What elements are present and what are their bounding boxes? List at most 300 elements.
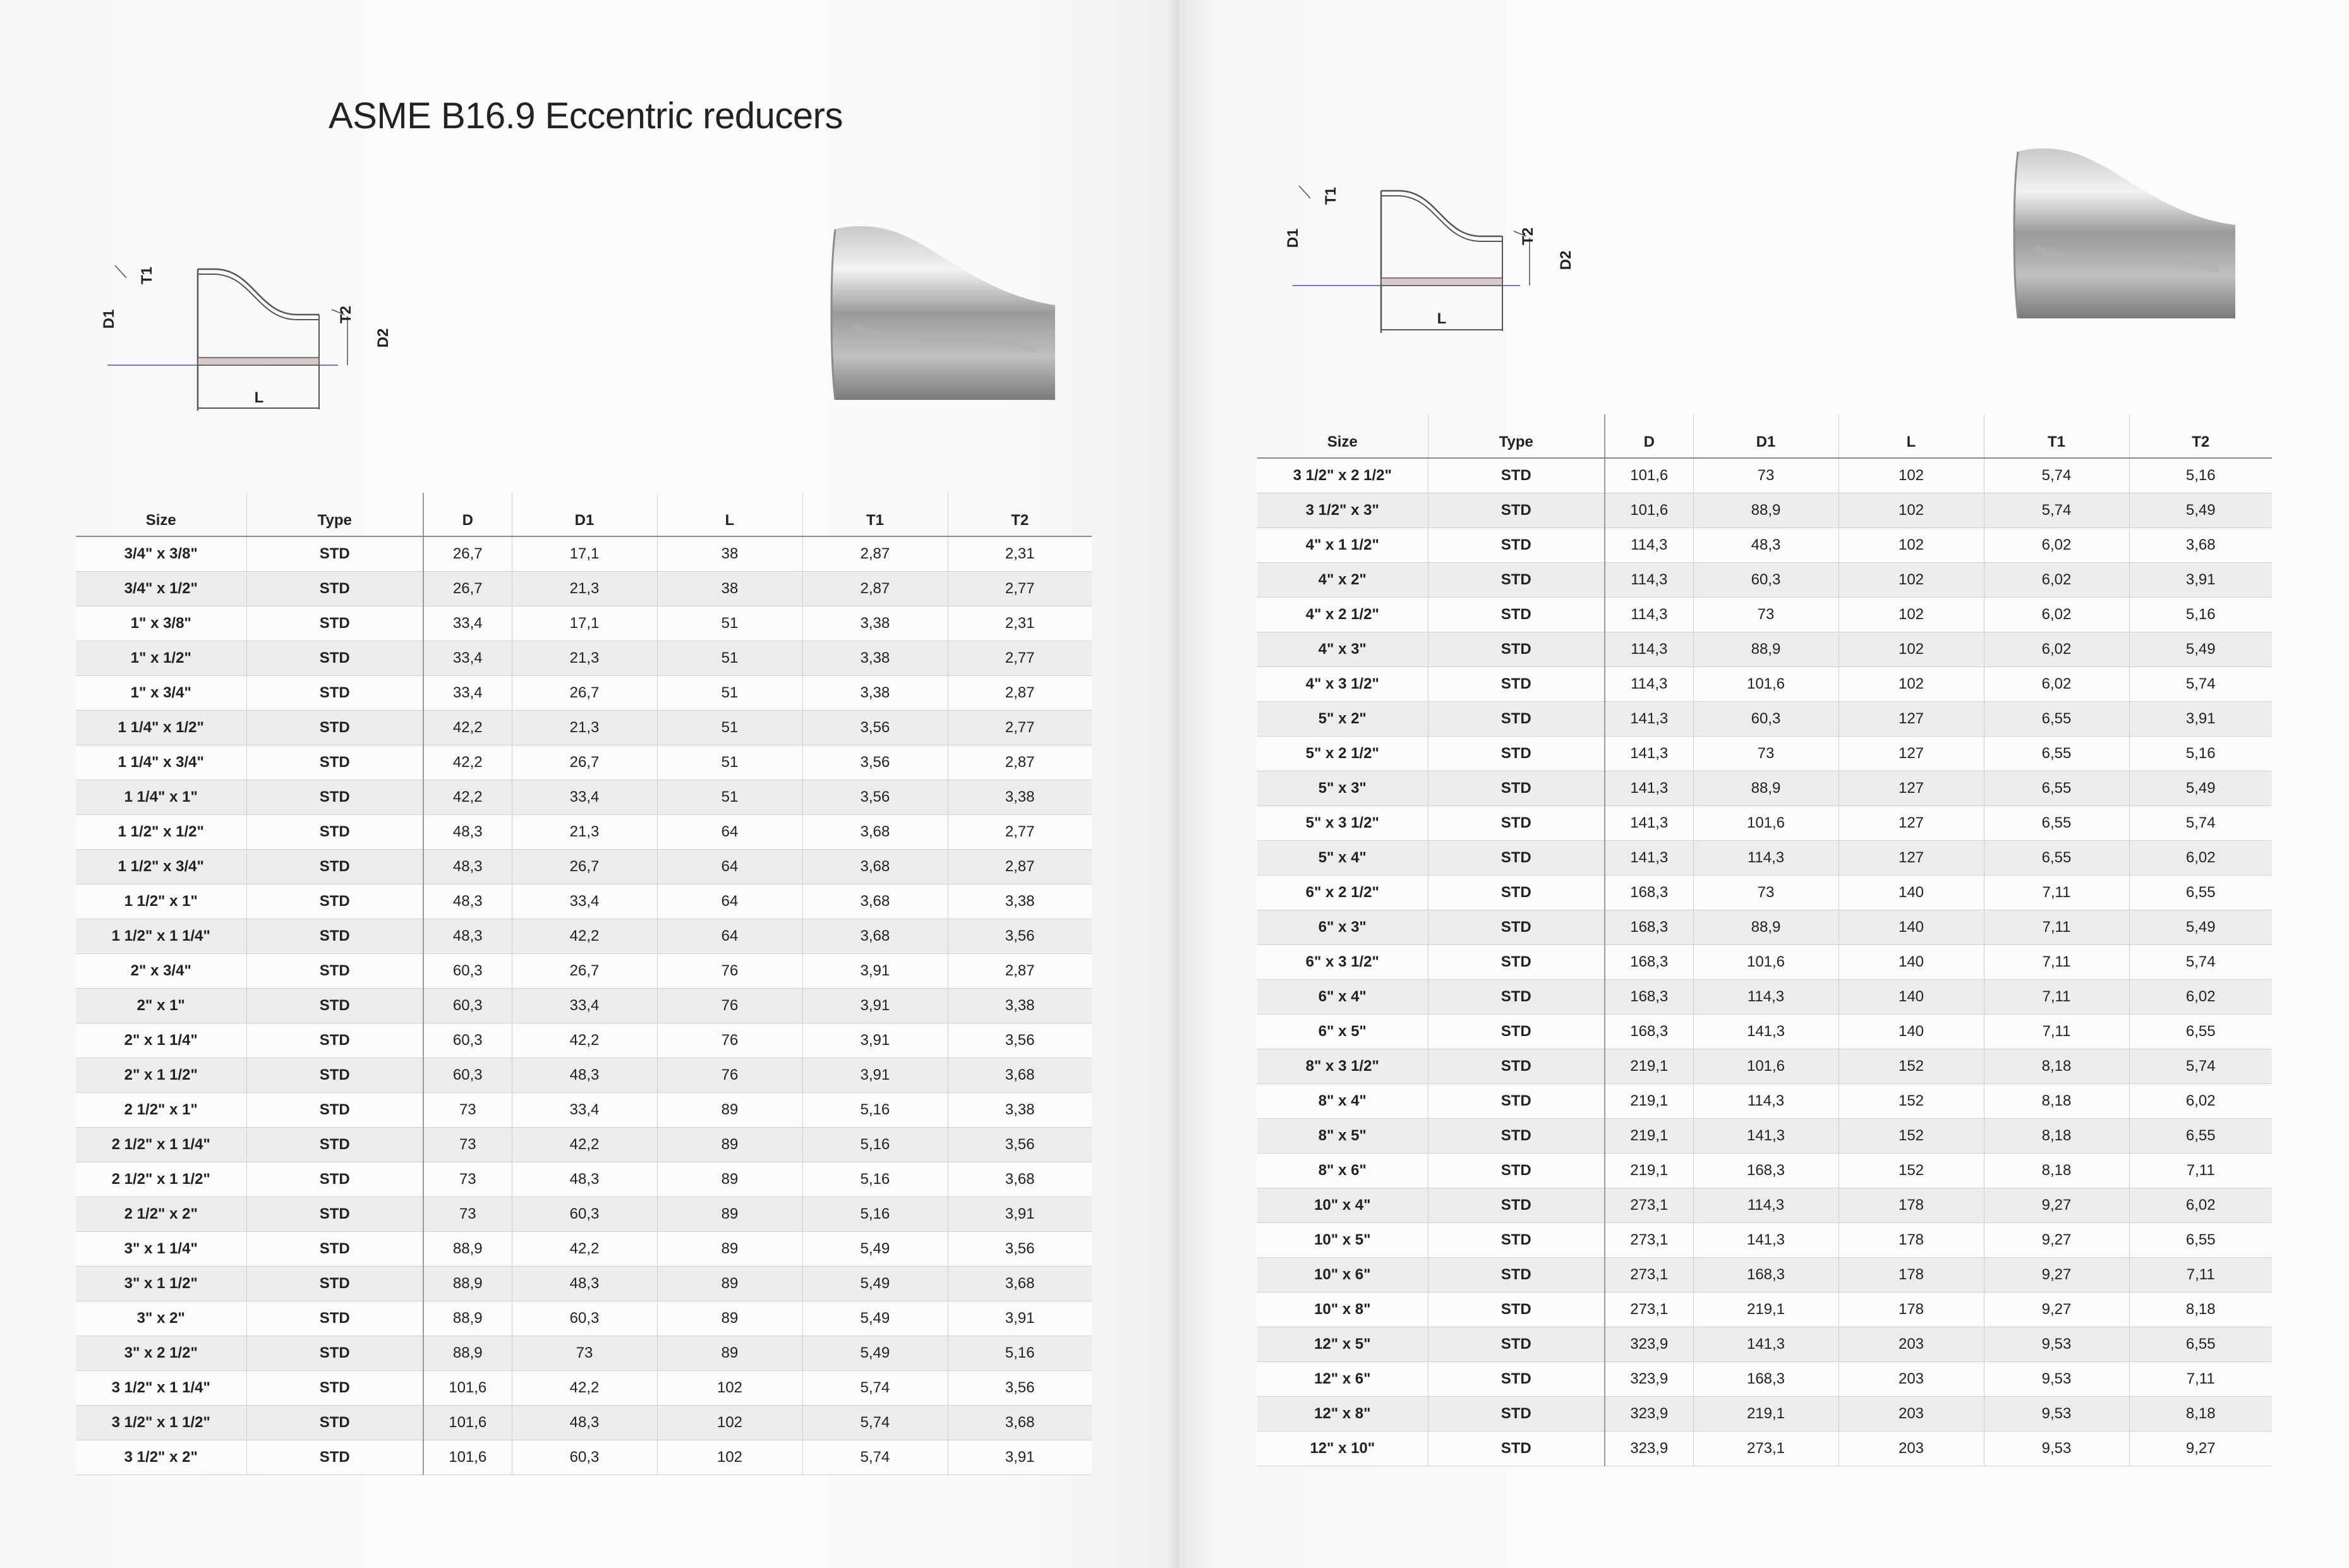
t1-cell: 7,11	[1984, 945, 2129, 980]
d1-cell: 42,2	[512, 919, 657, 954]
table-row	[1257, 667, 2272, 702]
table-header-row	[76, 493, 1092, 536]
d1-cell: 101,6	[1693, 806, 1839, 841]
col-t2-header: T2	[2129, 414, 2272, 458]
size-cell: 6" x 4"	[1257, 980, 1428, 1015]
l-cell: 76	[657, 1023, 802, 1058]
type-cell: STD	[1428, 1293, 1605, 1327]
d1-cell: 33,4	[512, 884, 657, 919]
table-row	[76, 989, 1092, 1023]
table-row	[1257, 980, 2272, 1015]
type-cell: STD	[1428, 1154, 1605, 1188]
d-cell: 168,3	[1605, 980, 1693, 1015]
d-cell: 168,3	[1605, 1015, 1693, 1049]
d-cell: 48,3	[423, 850, 512, 884]
d1-cell: 73	[1693, 737, 1839, 771]
type-cell: STD	[1428, 1362, 1605, 1397]
d-cell: 141,3	[1605, 737, 1693, 771]
d-cell: 273,1	[1605, 1258, 1693, 1293]
d-cell: 60,3	[423, 954, 512, 989]
table-row	[76, 711, 1092, 745]
d-cell: 60,3	[423, 1058, 512, 1093]
table-row	[1257, 458, 2272, 493]
table-row	[1257, 1119, 2272, 1154]
t1-label: T1	[138, 266, 155, 285]
type-cell: STD	[246, 954, 423, 989]
type-cell: STD	[1428, 632, 1605, 667]
d-cell: 114,3	[1605, 632, 1693, 667]
l-cell: 89	[657, 1093, 802, 1128]
d-cell: 141,3	[1605, 806, 1693, 841]
size-cell: 3/4" x 3/8"	[76, 536, 246, 572]
d-cell: 48,3	[423, 884, 512, 919]
t2-cell: 5,74	[2129, 806, 2272, 841]
d-cell: 219,1	[1605, 1154, 1693, 1188]
table-row	[1257, 806, 2272, 841]
t2-cell: 6,02	[2129, 1084, 2272, 1119]
table-row	[76, 1267, 1092, 1301]
size-cell: 6" x 3 1/2"	[1257, 945, 1428, 980]
d1-cell: 141,3	[1693, 1327, 1839, 1362]
d1-cell: 168,3	[1693, 1258, 1839, 1293]
size-cell: 3 1/2" x 1 1/2"	[76, 1406, 246, 1440]
l-cell: 51	[657, 641, 802, 676]
t2-cell: 3,91	[2129, 702, 2272, 737]
d-cell: 101,6	[1605, 493, 1693, 528]
type-cell: STD	[246, 919, 423, 954]
t1-cell: 3,68	[802, 850, 948, 884]
d1-cell: 17,1	[512, 606, 657, 641]
l-cell: 178	[1839, 1258, 1984, 1293]
d-cell: 73	[423, 1128, 512, 1162]
l-cell: 102	[1839, 598, 1984, 632]
size-cell: 3 1/2" x 1 1/4"	[76, 1371, 246, 1406]
t2-cell: 3,56	[948, 1232, 1092, 1267]
l-cell: 152	[1839, 1049, 1984, 1084]
l-cell: 127	[1839, 702, 1984, 737]
table-row	[1257, 1432, 2272, 1466]
size-cell: 5" x 4"	[1257, 841, 1428, 876]
table-row	[76, 1440, 1092, 1475]
type-cell: STD	[1428, 528, 1605, 563]
table-row	[1257, 702, 2272, 737]
l-cell: 89	[657, 1336, 802, 1371]
col-d1-header: D1	[512, 493, 657, 536]
size-cell: 8" x 3 1/2"	[1257, 1049, 1428, 1084]
t1-cell: 6,02	[1984, 528, 2129, 563]
size-cell: 1" x 1/2"	[76, 641, 246, 676]
type-cell: STD	[246, 1162, 423, 1197]
reducer-photo-left	[828, 224, 1061, 407]
d-cell: 141,3	[1605, 771, 1693, 806]
l-cell: 76	[657, 1058, 802, 1093]
l-cell: 127	[1839, 806, 1984, 841]
t1-cell: 3,38	[802, 606, 948, 641]
col-d-header: D	[423, 493, 512, 536]
table-row	[76, 884, 1092, 919]
d-cell: 73	[423, 1162, 512, 1197]
t1-cell: 6,55	[1984, 841, 2129, 876]
type-cell: STD	[1428, 702, 1605, 737]
d-cell: 88,9	[423, 1267, 512, 1301]
l-cell: 140	[1839, 980, 1984, 1015]
t1-cell: 8,18	[1984, 1049, 2129, 1084]
type-cell: STD	[1428, 1188, 1605, 1223]
l-cell: 102	[657, 1371, 802, 1406]
d-cell: 101,6	[1605, 458, 1693, 493]
table-row	[76, 1023, 1092, 1058]
d-cell: 141,3	[1605, 702, 1693, 737]
size-cell: 10" x 6"	[1257, 1258, 1428, 1293]
type-cell: STD	[246, 780, 423, 815]
t2-cell: 3,91	[948, 1197, 1092, 1232]
l-cell: 102	[1839, 528, 1984, 563]
size-cell: 3" x 2"	[76, 1301, 246, 1336]
t1-cell: 6,02	[1984, 563, 2129, 598]
t1-cell: 5,16	[802, 1093, 948, 1128]
t1-cell: 5,74	[802, 1371, 948, 1406]
type-cell: STD	[246, 850, 423, 884]
type-cell: STD	[246, 1023, 423, 1058]
t2-cell: 7,11	[2129, 1362, 2272, 1397]
d1-cell: 26,7	[512, 850, 657, 884]
l-cell: 102	[1839, 632, 1984, 667]
t1-cell: 3,56	[802, 711, 948, 745]
size-cell: 4" x 2"	[1257, 563, 1428, 598]
d-cell: 33,4	[423, 676, 512, 711]
t2-cell: 2,87	[948, 745, 1092, 780]
col-size-header: Size	[1257, 414, 1428, 458]
size-cell: 1 1/2" x 1/2"	[76, 815, 246, 850]
t2-cell: 3,38	[948, 989, 1092, 1023]
d1-cell: 17,1	[512, 536, 657, 572]
l-cell: 140	[1839, 910, 1984, 945]
d-cell: 168,3	[1605, 945, 1693, 980]
d-cell: 48,3	[423, 919, 512, 954]
d-cell: 323,9	[1605, 1362, 1693, 1397]
type-cell: STD	[1428, 1223, 1605, 1258]
t2-cell: 6,55	[2129, 1119, 2272, 1154]
col-l-header: L	[657, 493, 802, 536]
l-cell: 89	[657, 1162, 802, 1197]
d1-cell: 60,3	[512, 1301, 657, 1336]
t1-cell: 3,68	[802, 884, 948, 919]
t1-cell: 5,74	[802, 1406, 948, 1440]
l-cell: 152	[1839, 1119, 1984, 1154]
t2-cell: 2,87	[948, 954, 1092, 989]
t1-cell: 5,74	[802, 1440, 948, 1475]
d1-cell: 42,2	[512, 1023, 657, 1058]
l-cell: 127	[1839, 737, 1984, 771]
t2-cell: 6,55	[2129, 1015, 2272, 1049]
type-cell: STD	[1428, 1327, 1605, 1362]
t2-cell: 2,77	[948, 572, 1092, 606]
table-row	[76, 815, 1092, 850]
table-row	[76, 1336, 1092, 1371]
t2-cell: 5,16	[2129, 598, 2272, 632]
type-cell: STD	[1428, 876, 1605, 910]
type-cell: STD	[246, 1336, 423, 1371]
l-cell: 89	[657, 1267, 802, 1301]
d1-cell: 73	[1693, 458, 1839, 493]
table-row	[1257, 910, 2272, 945]
size-cell: 5" x 3 1/2"	[1257, 806, 1428, 841]
type-cell: STD	[246, 1406, 423, 1440]
l-cell: 38	[657, 572, 802, 606]
d1-cell: 48,3	[512, 1267, 657, 1301]
d-cell: 323,9	[1605, 1397, 1693, 1432]
d-cell: 42,2	[423, 745, 512, 780]
table-row	[1257, 1327, 2272, 1362]
size-cell: 8" x 5"	[1257, 1119, 1428, 1154]
table-row	[76, 1232, 1092, 1267]
t1-cell: 9,27	[1984, 1188, 2129, 1223]
l-cell: 51	[657, 745, 802, 780]
t1-cell: 5,16	[802, 1197, 948, 1232]
t1-cell: 6,55	[1984, 702, 2129, 737]
size-cell: 1 1/4" x 1/2"	[76, 711, 246, 745]
l-cell: 51	[657, 606, 802, 641]
table-row	[1257, 632, 2272, 667]
t2-cell: 2,77	[948, 815, 1092, 850]
d1-cell: 60,3	[1693, 702, 1839, 737]
l-cell: 140	[1839, 1015, 1984, 1049]
t1-cell: 9,27	[1984, 1293, 2129, 1327]
t2-cell: 3,91	[948, 1440, 1092, 1475]
table-row	[76, 676, 1092, 711]
t1-cell: 5,74	[1984, 493, 2129, 528]
size-cell: 6" x 5"	[1257, 1015, 1428, 1049]
t1-cell: 5,74	[1984, 458, 2129, 493]
type-cell: STD	[246, 989, 423, 1023]
t2-cell: 6,02	[2129, 1188, 2272, 1223]
t1-cell: 5,49	[802, 1267, 948, 1301]
d1-cell: 141,3	[1693, 1119, 1839, 1154]
table-row	[1257, 1084, 2272, 1119]
size-cell: 10" x 5"	[1257, 1223, 1428, 1258]
t2-cell: 5,74	[2129, 945, 2272, 980]
t2-cell: 3,38	[948, 1093, 1092, 1128]
table-row	[1257, 876, 2272, 910]
t2-cell: 7,11	[2129, 1154, 2272, 1188]
col-size-header: Size	[76, 493, 246, 536]
col-t2-header: T2	[948, 493, 1092, 536]
d1-cell: 21,3	[512, 641, 657, 676]
type-cell: STD	[1428, 493, 1605, 528]
table-row	[76, 1197, 1092, 1232]
d1-cell: 33,4	[512, 780, 657, 815]
size-cell: 2 1/2" x 1"	[76, 1093, 246, 1128]
size-cell: 10" x 4"	[1257, 1188, 1428, 1223]
t1-cell: 3,56	[802, 780, 948, 815]
d-cell: 48,3	[423, 815, 512, 850]
type-cell: STD	[246, 1301, 423, 1336]
t1-cell: 3,68	[802, 919, 948, 954]
d1-cell: 42,2	[512, 1232, 657, 1267]
d1-cell: 26,7	[512, 745, 657, 780]
d-cell: 33,4	[423, 606, 512, 641]
l-cell: 178	[1839, 1293, 1984, 1327]
l-cell: 64	[657, 850, 802, 884]
t2-cell: 5,16	[2129, 737, 2272, 771]
d-cell: 219,1	[1605, 1084, 1693, 1119]
t1-cell: 3,91	[802, 989, 948, 1023]
t1-cell: 2,87	[802, 572, 948, 606]
type-cell: STD	[1428, 598, 1605, 632]
l-cell: 89	[657, 1232, 802, 1267]
d1-cell: 168,3	[1693, 1154, 1839, 1188]
table-row	[76, 1162, 1092, 1197]
d1-cell: 26,7	[512, 676, 657, 711]
t2-cell: 6,02	[2129, 980, 2272, 1015]
d1-cell: 101,6	[1693, 945, 1839, 980]
size-cell: 4" x 2 1/2"	[1257, 598, 1428, 632]
size-cell: 1 1/4" x 1"	[76, 780, 246, 815]
t1-cell: 6,02	[1984, 632, 2129, 667]
d1-cell: 73	[1693, 598, 1839, 632]
t2-cell: 8,18	[2129, 1397, 2272, 1432]
size-cell: 4" x 3 1/2"	[1257, 667, 1428, 702]
t2-cell: 5,49	[2129, 910, 2272, 945]
t1-cell: 2,87	[802, 536, 948, 572]
type-cell: STD	[246, 1058, 423, 1093]
d1-cell: 141,3	[1693, 1015, 1839, 1049]
d-cell: 101,6	[423, 1440, 512, 1475]
type-cell: STD	[1428, 771, 1605, 806]
t2-cell: 6,02	[2129, 841, 2272, 876]
d-cell: 168,3	[1605, 876, 1693, 910]
type-cell: STD	[246, 536, 423, 572]
l-label-right: L	[1437, 310, 1447, 327]
size-cell: 6" x 3"	[1257, 910, 1428, 945]
l-cell: 203	[1839, 1397, 1984, 1432]
size-cell: 1 1/4" x 3/4"	[76, 745, 246, 780]
table-row	[1257, 1258, 2272, 1293]
t1-cell: 5,49	[802, 1301, 948, 1336]
type-cell: STD	[1428, 563, 1605, 598]
t1-cell: 9,53	[1984, 1327, 2129, 1362]
table-row	[76, 536, 1092, 572]
size-cell: 3 1/2" x 3"	[1257, 493, 1428, 528]
d-cell: 114,3	[1605, 528, 1693, 563]
t2-cell: 3,91	[2129, 563, 2272, 598]
d1-cell: 114,3	[1693, 841, 1839, 876]
size-cell: 5" x 2"	[1257, 702, 1428, 737]
l-cell: 203	[1839, 1432, 1984, 1466]
t2-cell: 3,56	[948, 919, 1092, 954]
type-cell: STD	[1428, 1432, 1605, 1466]
table-row	[1257, 1049, 2272, 1084]
type-cell: STD	[246, 1232, 423, 1267]
t1-cell: 3,56	[802, 745, 948, 780]
d1-cell: 73	[512, 1336, 657, 1371]
table-row	[76, 1301, 1092, 1336]
size-cell: 8" x 4"	[1257, 1084, 1428, 1119]
type-cell: STD	[246, 641, 423, 676]
t2-cell: 3,68	[948, 1267, 1092, 1301]
d1-cell: 101,6	[1693, 1049, 1839, 1084]
t1-cell: 6,55	[1984, 737, 2129, 771]
t1-cell: 8,18	[1984, 1154, 2129, 1188]
d1-cell: 219,1	[1693, 1397, 1839, 1432]
t1-cell: 6,02	[1984, 598, 2129, 632]
type-cell: STD	[246, 1093, 423, 1128]
t2-cell: 5,74	[2129, 667, 2272, 702]
size-cell: 2 1/2" x 1 1/2"	[76, 1162, 246, 1197]
l-cell: 51	[657, 711, 802, 745]
page-title: ASME B16.9 Eccentric reducers	[329, 95, 843, 136]
type-cell: STD	[246, 1267, 423, 1301]
d1-cell: 114,3	[1693, 1188, 1839, 1223]
size-cell: 2" x 3/4"	[76, 954, 246, 989]
type-cell: STD	[246, 1197, 423, 1232]
size-cell: 1" x 3/4"	[76, 676, 246, 711]
table-row	[76, 850, 1092, 884]
t2-cell: 3,68	[948, 1058, 1092, 1093]
t2-label-right: T2	[1519, 227, 1537, 246]
t1-cell: 9,27	[1984, 1258, 2129, 1293]
d-cell: 88,9	[423, 1336, 512, 1371]
type-cell: STD	[246, 1371, 423, 1406]
l-cell: 127	[1839, 841, 1984, 876]
t2-cell: 6,55	[2129, 876, 2272, 910]
col-t1-header: T1	[1984, 414, 2129, 458]
t1-cell: 3,68	[802, 815, 948, 850]
size-cell: 3 1/2" x 2 1/2"	[1257, 458, 1428, 493]
d-cell: 33,4	[423, 641, 512, 676]
size-cell: 1 1/2" x 1"	[76, 884, 246, 919]
t1-cell: 7,11	[1984, 876, 2129, 910]
l-cell: 152	[1839, 1084, 1984, 1119]
t1-cell: 7,11	[1984, 1015, 2129, 1049]
d-cell: 114,3	[1605, 667, 1693, 702]
t2-cell: 5,49	[2129, 493, 2272, 528]
l-cell: 178	[1839, 1223, 1984, 1258]
l-cell: 64	[657, 815, 802, 850]
size-cell: 5" x 3"	[1257, 771, 1428, 806]
size-cell: 2 1/2" x 1 1/4"	[76, 1128, 246, 1162]
size-cell: 1 1/2" x 1 1/4"	[76, 919, 246, 954]
table-header-row	[1257, 414, 2272, 458]
d-cell: 73	[423, 1197, 512, 1232]
type-cell: STD	[1428, 1397, 1605, 1432]
d1-cell: 60,3	[1693, 563, 1839, 598]
t1-cell: 3,38	[802, 676, 948, 711]
l-cell: 102	[1839, 493, 1984, 528]
type-cell: STD	[246, 815, 423, 850]
t1-cell: 8,18	[1984, 1084, 2129, 1119]
d1-cell: 60,3	[512, 1440, 657, 1475]
t2-cell: 3,91	[948, 1301, 1092, 1336]
t2-cell: 7,11	[2129, 1258, 2272, 1293]
l-cell: 102	[1839, 563, 1984, 598]
d-cell: 323,9	[1605, 1327, 1693, 1362]
type-cell: STD	[1428, 1119, 1605, 1154]
d1-cell: 60,3	[512, 1197, 657, 1232]
d-cell: 101,6	[423, 1406, 512, 1440]
type-cell: STD	[1428, 841, 1605, 876]
t1-cell: 3,91	[802, 1023, 948, 1058]
l-cell: 76	[657, 989, 802, 1023]
d-cell: 88,9	[423, 1301, 512, 1336]
size-cell: 4" x 3"	[1257, 632, 1428, 667]
d-cell: 26,7	[423, 572, 512, 606]
l-cell: 38	[657, 536, 802, 572]
t1-cell: 9,27	[1984, 1223, 2129, 1258]
size-cell: 2" x 1 1/4"	[76, 1023, 246, 1058]
type-cell: STD	[246, 676, 423, 711]
d-cell: 114,3	[1605, 598, 1693, 632]
